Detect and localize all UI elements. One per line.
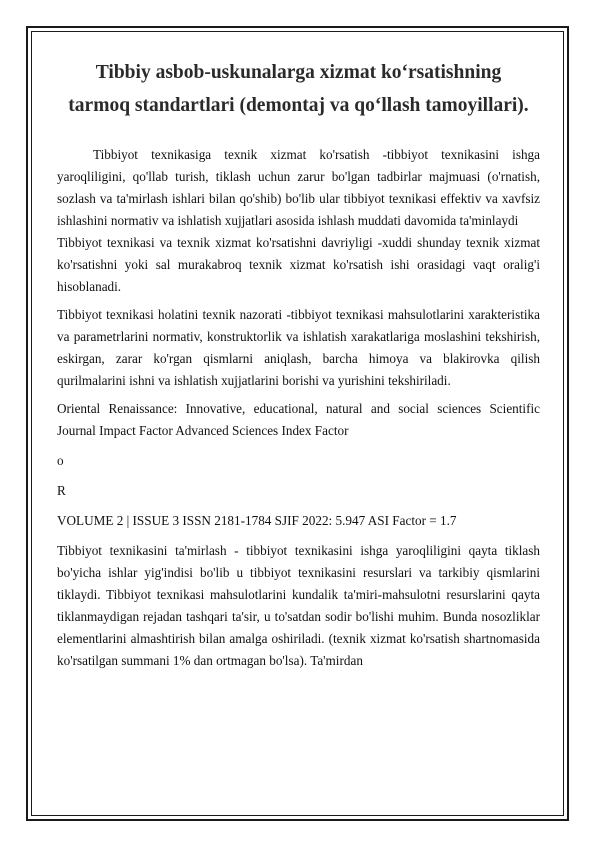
title-line-2: tarmoq standartlari (demontaj va qo‘llash tamoyillari). [68, 95, 529, 116]
paragraph-technical-control: Tibbiyot texnikasi holatini texnik nazorati -tibbiyot texnikasi mahsulotlarini xarakteristika va parametrlarini normativ, konstruktorlik va ishlatish xarakatlariga moslashini tekshirish, eskirgan, zarar ko'rgan qismlarni aniqlash, barcha himoya va blakirovka qilish qurilmalarini ishni va ishlatish xujjatlarini borishi va yurishini tekshiriladi. [57, 307, 540, 388]
journal-header-text: Oriental Renaissance: Innovative, educational, natural and social sciences Scientific Journal Impact Factor Advanced Sciences Index Factor [57, 401, 540, 438]
document-body [57, 56, 540, 672]
document-title [57, 56, 540, 122]
journal-logo-letter-r: R [57, 483, 66, 498]
journal-volume-info: VOLUME 2 | ISSUE 3 ISSN 2181-1784 SJIF 2022: 5.947 ASI Factor = 1.7 [57, 513, 457, 528]
paragraph-repair-definition: Tibbiyot texnikasini ta'mirlash - tibbiyot texnikasini ishga yaroqliligini qayta tiklash bo'yicha ishlar yig'indisi bo'lib u tibbiyot texnikasini resurslari va tarkibiy qismlarini tiklaydi. Tibbiyot texnikasi mahsulotlarini kundalik ta'miri-mahsulotni resurslarini qayta tiklanmaydigan rejadan tashqari ta'sir, u to'satdan sodir bo'lishi muhim. Bunda nosozliklar elementlarini almashtirish bilan amalga oshiriladi. (texnik xizmat ko'rsatish shartnomasida ko'rsatilgan summani 1% dan ortmagan bo'lsa). Ta'mirdan [57, 543, 540, 668]
journal-logo-letter-o: o [57, 453, 64, 468]
paragraph-maintenance-definition: Tibbiyot texnikasiga texnik xizmat ko'rsatish -tibbiyot texnikasini ishga yaroqliligini, qo'llab turish, tiklash uchun zarur bo'lgan tadbirlar majmuasi (o'rnatish, sozlash va ta'mirlash ishlari bilan qo'shib) bo'lib ular tibbiyot texnikasi effektiv va xavfsiz ishlashini normativ va ishlatish xujjatlari asosida ishlash muddati davomida ta'minlaydi [57, 147, 540, 228]
title-line-1: Tibbiy asbob-uskunalarga xizmat ko‘rsatishning [95, 62, 502, 83]
paragraph-maintenance-periodicity: Tibbiyot texnikasi va texnik xizmat ko'rsatishni davriyligi -xuddi shunday texnik xizmat ko'rsatishni yoki sal murakabroq texnik xizmat ko'rsatish ishi orasidagi vaqt oralig'i hisoblanadi. [57, 235, 540, 294]
